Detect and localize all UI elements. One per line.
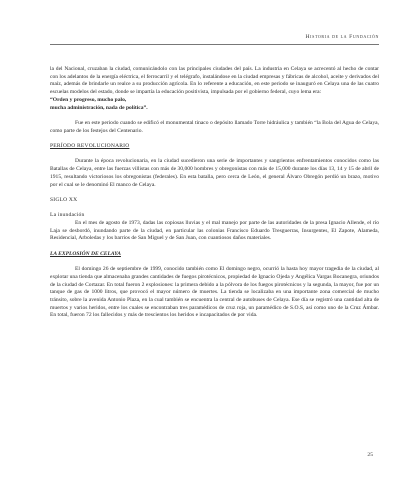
section-subheading: LA EXPLOSIÓN DE CELAYA — [50, 250, 121, 257]
page-number: 25 — [367, 452, 373, 458]
page-body — [50, 66, 379, 320]
paragraph-gap — [50, 258, 379, 266]
body-paragraph: En el mes de agosto de 1973, dadas las copiosas lluvias y el mal manejo por parte de las autoridades de la presa Ignacio Allende, el río Laja se desbordó, inundando parte de la ciudad, en particular las colonias Francisco Eduardo Tresguerras, Insurgentes, El Zapote, Alameda, Residencial, Arboledas y los barrios de San Miguel y de San Juan, con cuantiosos daños materiales. — [50, 219, 379, 242]
paragraph-gap — [50, 112, 379, 120]
motto-line: “Orden y progreso, mucho palo, — [50, 96, 127, 103]
motto-line: mucha administración, nada de política”. — [50, 104, 148, 111]
running-head: Historia de la Fundación — [305, 34, 379, 40]
section-heading: La inundación — [50, 212, 85, 219]
paragraph-gap — [50, 243, 379, 251]
section-heading: SIGLO XX — [50, 196, 78, 203]
body-paragraph: El domingo 26 de septiembre de 1999, conocido también como El domingo negro, ocurrió la hasta hoy mayor tragedia de la ciudad, al explotar una tienda que almacenaba grandes cantidades de fuegos pirotécnicos, propiedad de Ignacio Ojeda y Angélica Vargas Bocanegra, oriundos de la ciudad de Cortazar. En total fueron 2 explosiones: la primera debido a la pólvora de los fuegos pirotécnicos y la segunda, la mayor, fue por un tanque de gas de 1000 litros, que provocó el mayor número de muertes. La tienda se localizaba en una importante zona comercial de mucho tránsito, sobre la avenida Antonio Plaza, en la cual también se encuentra la central de autobuses de Celaya. Ese día se registró una cantidad alta de muertos y varios heridos, entre los cuales se encontraban tres paramédicos de cruz roja, un paramédico de S.O.S, así como uno de la Cruz Ámbar. En total, fueron 72 los fallecidos y más de trescientos los heridos e incapacitados de por vida. — [50, 266, 379, 319]
body-paragraph: Durante la época revolucionaria, en la ciudad sucedieron una serie de importantes y sangrientos enfrentamientos conocidos como las Batallas de Celaya, entre las fuerzas villistas con más de 30,000 hombres y obregonistas con más de 15,000 durante los días 13, 14 y 15 de abril de 1915, resultando victoriosos los obregonistas (federales). En esta batalla, pero cerca de León, el general Álvaro Obregón perdió un brazo, motivo por el cual se le denominó El manco de Celaya. — [50, 158, 379, 188]
paragraph-gap — [50, 205, 379, 213]
paragraph-gap — [50, 135, 379, 143]
section-heading: PERÍODO REVOLUCIONARIO — [50, 143, 130, 149]
paragraph-gap — [50, 189, 379, 197]
body-paragraph: la del Nacional, cruzaban la ciudad, comunicándolo con las principales ciudades del país. La industria en Celaya se acrecentó al hecho de contar con los adelantos de la energía eléctrica, el ferrocarril y el telégrafo, instalándose en la ciudad empresas y fábricas de alcohol, aceite y derivados del maíz, además de brindarle un realce a su producción agrícola. En lo referente a educación, en este periodo se inauguró en Celaya una de las cuatro escuelas modelos del estado, donde se impartía la educación positivista, impulsada por el gobierno federal, cuyo lema era: — [50, 66, 379, 96]
header-rule — [50, 44, 379, 45]
body-paragraph: Fue en este periodo cuando se edificó el monumental tinaco o depósito llamado Torre hidráulica y también “la Bola del Agua de Celaya, como parte de los festejos del Centenario. — [50, 119, 379, 134]
